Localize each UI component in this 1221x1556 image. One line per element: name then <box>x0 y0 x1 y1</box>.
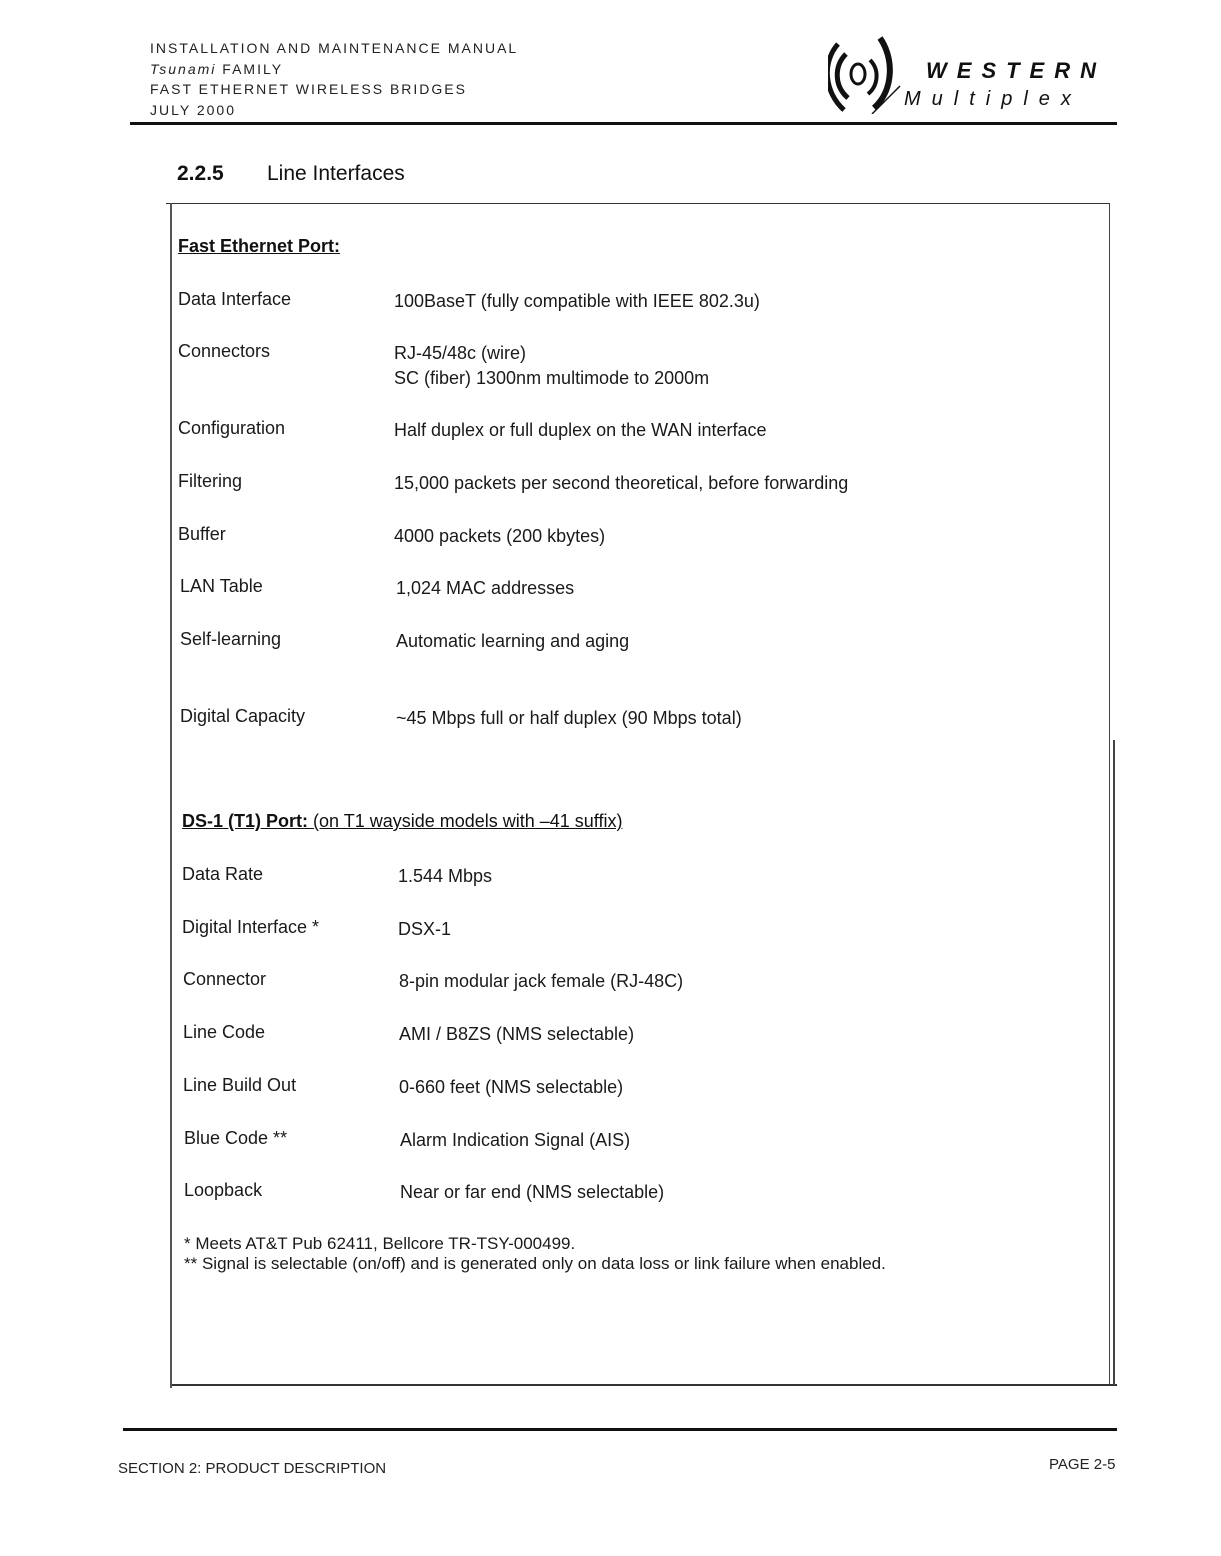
ds1-port-heading <box>182 811 622 832</box>
footer-page-number: PAGE 2-5 <box>1049 1456 1116 1473</box>
spec-label: Connector <box>183 969 267 989</box>
logo-word-multiplex: Multiplex <box>904 88 1082 110</box>
company-logo <box>828 30 1118 116</box>
wireless-waves-icon <box>828 30 908 114</box>
spec-label: Data Rate <box>182 864 264 884</box>
spec-value: 8-pin modular jack female (RJ-48C) <box>399 971 684 991</box>
spec-label: Line Build Out <box>183 1075 297 1095</box>
spec-label: Connectors <box>178 341 271 361</box>
header-line-3: FAST ETHERNET WIRELESS BRIDGES <box>150 81 467 97</box>
logo-word-western: WESTERN <box>926 58 1106 83</box>
spec-value: 0-660 feet (NMS selectable) <box>399 1077 624 1097</box>
spec-box-right-border <box>1113 740 1115 1385</box>
spec-box-left-border <box>170 203 172 1388</box>
document-header <box>150 38 518 120</box>
spec-value: 1,024 MAC addresses <box>396 578 575 598</box>
spec-label: Line Code <box>183 1022 266 1042</box>
spec-value: Alarm Indication Signal (AIS) <box>400 1130 631 1150</box>
spec-value: AMI / B8ZS (NMS selectable) <box>399 1024 635 1044</box>
spec-value: ~45 Mbps full or half duplex (90 Mbps total) <box>396 708 742 728</box>
header-line-1: INSTALLATION AND MAINTENANCE MANUAL <box>150 40 519 56</box>
section-title <box>177 162 405 186</box>
spec-label: Digital Capacity <box>180 706 306 726</box>
header-family: FAMILY <box>216 60 284 77</box>
spec-value: Near or far end (NMS selectable) <box>400 1182 665 1202</box>
spec-label: Digital Interface * <box>182 917 320 937</box>
section-number: 2.2.5 <box>177 162 224 185</box>
header-product-name: Tsunami <box>150 60 217 77</box>
ds1-heading-suffix: (on T1 wayside models with –41 suffix) <box>308 811 623 831</box>
spec-value: 100BaseT (fully compatible with IEEE 802.3u) <box>394 291 760 311</box>
spec-value-line-2: SC (fiber) 1300nm multimode to 2000m <box>394 368 710 388</box>
spec-label: Self-learning <box>180 629 282 649</box>
ds1-heading-text: DS-1 (T1) Port: <box>182 811 308 831</box>
spec-label: Data Interface <box>178 289 292 309</box>
spec-value-line-1: RJ-45/48c (wire) <box>394 343 527 363</box>
footer-rule <box>123 1428 1117 1431</box>
header-rule <box>130 122 1117 125</box>
spec-value <box>394 341 709 391</box>
spec-value: Half duplex or full duplex on the WAN interface <box>394 420 767 440</box>
ethernet-port-heading: Fast Ethernet Port: <box>178 236 341 256</box>
spec-value: 4000 packets (200 kbytes) <box>394 526 606 546</box>
spec-label: Filtering <box>178 471 243 491</box>
spec-value: Automatic learning and aging <box>396 631 630 651</box>
spec-box-bottom-border <box>172 1384 1117 1386</box>
footnote-2: ** Signal is selectable (on/off) and is generated only on data loss or link failure when enabled. <box>184 1254 886 1273</box>
spec-value: DSX-1 <box>398 919 452 939</box>
spec-label: Loopback <box>184 1180 263 1200</box>
spec-value: 1.544 Mbps <box>398 866 493 886</box>
header-line-4: JULY 2000 <box>150 101 236 118</box>
spec-value: 15,000 packets per second theoretical, before forwarding <box>394 473 849 493</box>
spec-label: Configuration <box>178 418 286 438</box>
spec-label: Blue Code ** <box>184 1128 288 1148</box>
section-heading: Line Interfaces <box>267 162 405 185</box>
header-line-2 <box>150 59 518 80</box>
spec-label: Buffer <box>178 524 226 544</box>
spec-label: LAN Table <box>180 576 263 596</box>
footer-section: SECTION 2: PRODUCT DESCRIPTION <box>118 1460 387 1477</box>
footnote-1: * Meets AT&T Pub 62411, Bellcore TR-TSY-000499. <box>184 1234 576 1253</box>
